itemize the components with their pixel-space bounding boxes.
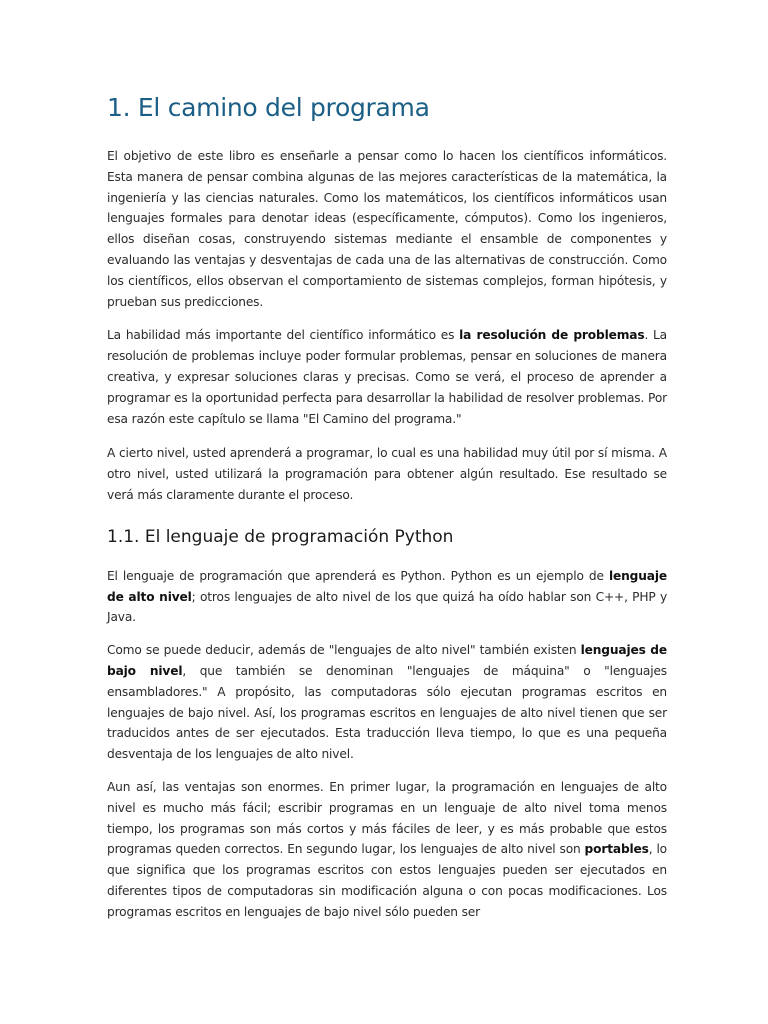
bold-term-high-level-language: lenguaje de alto nivel (107, 568, 667, 604)
paragraph-low-level (107, 640, 667, 765)
paragraph-levels: A cierto nivel, usted aprenderá a programar, lo cual es una habilidad muy útil por sí misma. A otro nivel, usted utilizará la programación para obtener algún resultado. Ese resultado se verá más claramente durante el proceso. (107, 446, 667, 502)
paragraph-text: La habilidad más importante del científico informático es (107, 328, 460, 343)
paragraph-text: , que también se denominan "lenguajes de máquina" o "lenguajes ensambladores." A propósito, las computadoras sólo ejecutan programas escritos en lenguajes de bajo nivel. Así, los programas escritos en lenguajes de alto nivel tienen que ser traducidos antes de ser ejecutados. Esta traducción lleva tiempo, lo que es una pequeña desventaja de los lenguajes de alto nivel. (107, 663, 668, 762)
paragraph-python (107, 566, 667, 628)
section-heading: 1.1. El lenguaje de programación Python (107, 526, 454, 547)
paragraph-text: Como se puede deducir, además de "lenguajes de alto nivel" también existen (107, 643, 581, 658)
paragraph-problem-solving (107, 325, 667, 429)
paragraph-text: ; otros lenguajes de alto nivel de los que quizá ha oído hablar son C++, PHP y Java. (107, 589, 668, 625)
paragraph-text: . La resolución de problemas incluye poder formular problemas, pensar en soluciones de manera creativa, y expresar soluciones claras y precisas. Como se verá, el proceso de aprender a programar es la oportunidad perfecta para desarrollar la habilidad de resolver problemas. Por esa razón este capítulo se llama "El Camino del programa." (107, 328, 667, 426)
paragraph-intro: El objetivo de este libro es enseñarle a pensar como lo hacen los científicos informáticos. Esta manera de pensar combina algunas de las mejores características de la matemática, la ingeniería y las ciencias naturales. Como los matemáticos, los científicos informáticos usan lenguajes formales para denotar ideas (específicamente, cómputos). Como los ingenieros, ellos diseñan cosas, construyendo sistemas mediante el ensamble de componentes y evaluando las ventajas y desventajas de cada una de las alternativas de construcción. Como los científicos, ellos observan el comportamiento de sistemas complejos, forman hipótesis, y prueban sus predicciones. (107, 149, 667, 309)
bold-term-low-level-languages: lenguajes de bajo nivel (107, 643, 667, 678)
bold-term-problem-solving: la resolución de problemas (459, 328, 645, 343)
paragraph-text: Aun así, las ventajas son enormes. En primer lugar, la programación en lenguajes de alto nivel es mucho más fácil; escribir programas en un lenguaje de alto nivel toma menos tiempo, los programas son más cortos y más fáciles de leer, y es más probable que estos programas queden correctos. En segundo lugar, los lenguajes de alto nivel son (107, 779, 667, 857)
document-page (107, 92, 667, 937)
bold-term-portable: portables (584, 842, 649, 857)
chapter-heading: 1. El camino del programa (107, 93, 430, 122)
paragraph-advantages (107, 777, 667, 923)
paragraph-text: , lo que significa que los programas escritos con estos lenguajes pueden ser ejecutados en diferentes tipos de computadoras sin modificación alguna o con pocas modificaciones. Los programas escritos en lenguajes de bajo nivel sólo pueden ser (107, 842, 667, 919)
paragraph-text: El lenguaje de programación que aprenderá es Python. Python es un ejemplo de (107, 568, 609, 583)
